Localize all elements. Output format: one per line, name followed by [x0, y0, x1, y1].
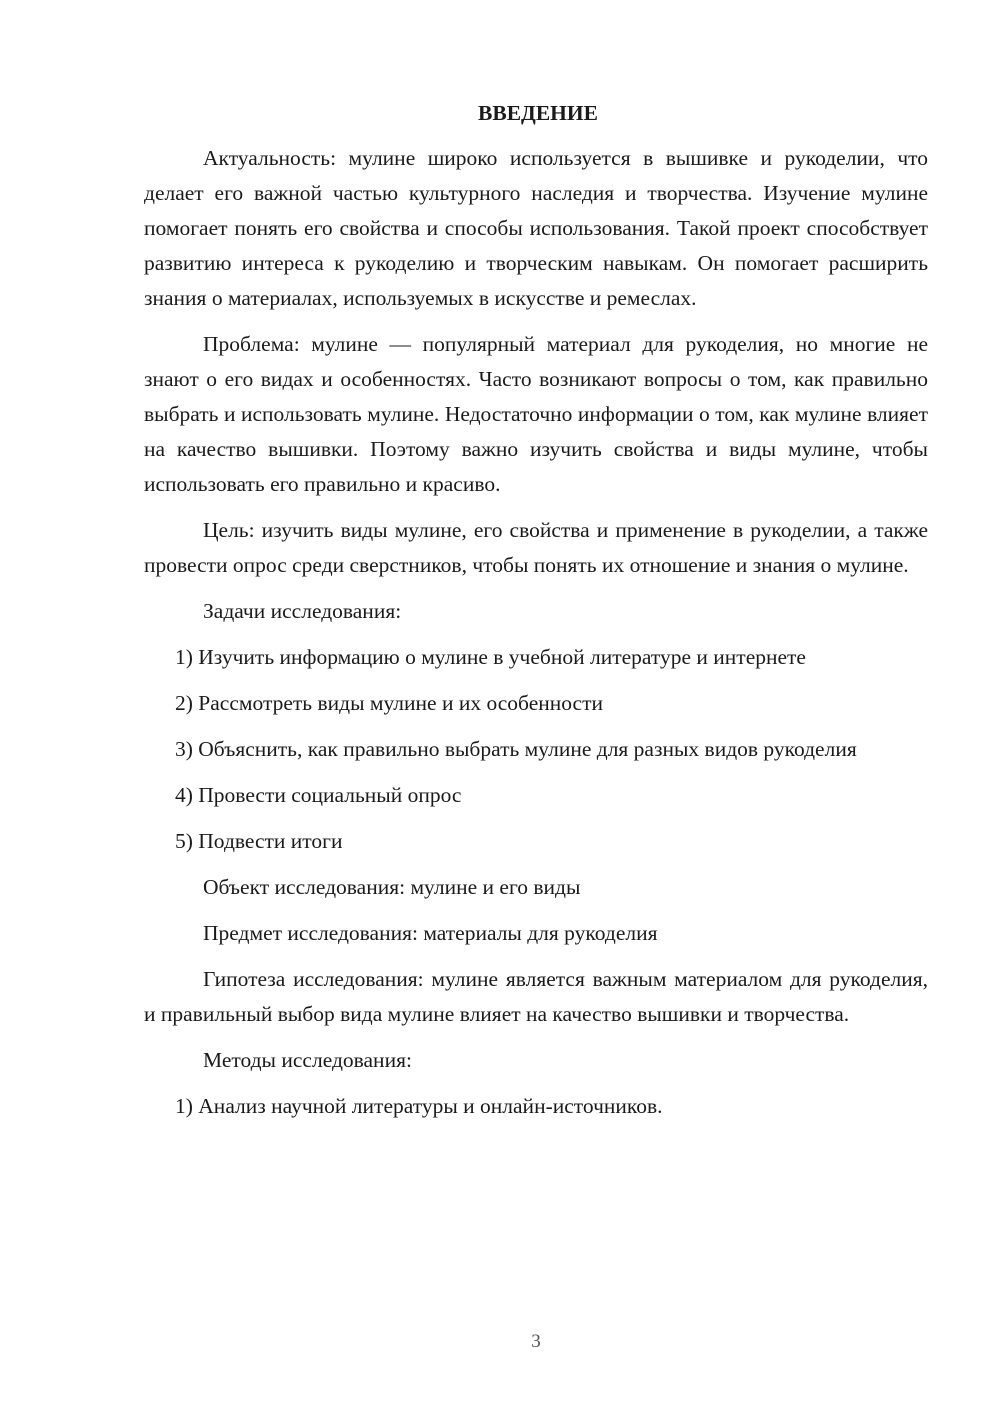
object-paragraph: Объект исследования: мулине и его виды [203, 875, 581, 899]
page-number: 3 [531, 1331, 541, 1352]
task-item: 5) Подвести итоги [175, 829, 343, 853]
page-title: ВВЕДЕНИЕ [478, 101, 598, 125]
hypothesis-paragraph: Гипотеза исследования: мулине является важным материалом для рукоделия, и правильный выбор вида мулине влияет на качество вышивки и творчества. [144, 967, 928, 1026]
subject-paragraph: Предмет исследования: материалы для рукоделия [203, 921, 658, 945]
method-item: 1) Анализ научной литературы и онлайн-источников. [175, 1094, 663, 1118]
tasks-title: Задачи исследования: [203, 599, 402, 623]
task-item: 2) Рассмотреть виды мулине и их особенности [175, 691, 603, 715]
problem-paragraph: Проблема: мулине — популярный материал для рукоделия, но многие не знают о его видах и особенностях. Часто возникают вопросы о том, как правильно выбрать и использовать мулине. Недостаточно информации о том, как мулине влияет на качество вышивки. Поэтому важно изучить свойства и виды мулине, чтобы использовать его правильно и красиво. [144, 332, 928, 496]
task-item: 1) Изучить информацию о мулине в учебной литературе и интернете [175, 645, 806, 669]
methods-title: Методы исследования: [203, 1048, 412, 1072]
task-item: 3) Объяснить, как правильно выбрать мулине для разных видов рукоделия [175, 737, 857, 761]
document-page [144, 96, 928, 1135]
relevance-paragraph: Актуальность: мулине широко используется в вышивке и рукоделии, что делает его важной частью культурного наследия и творчества. Изучение мулине помогает понять его свойства и способы использования. Такой проект способствует развитию интереса к рукоделию и творческим навыкам. Он помогает расширить знания о материалах, используемых в искусстве и ремеслах. [144, 146, 928, 310]
task-item: 4) Провести социальный опрос [175, 783, 462, 807]
goal-paragraph: Цель: изучить виды мулине, его свойства и применение в рукоделии, а также провести опрос среди сверстников, чтобы понять их отношение и знания о мулине. [144, 518, 928, 577]
